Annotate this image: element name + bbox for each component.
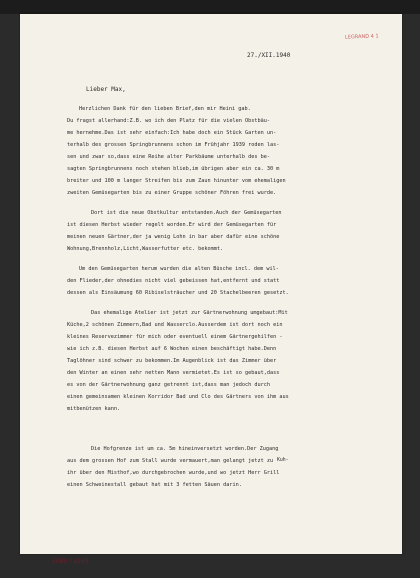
letter-date: 27./XII.1940 <box>247 52 291 59</box>
letter-line: Taglöhner sind schwer zu bekommen.Im Augenblick ist das Zimmer über <box>67 358 277 364</box>
letter-line: ist diesen Herbst wieder regelt worden.Er wird der Gemüsegarten für <box>67 222 277 228</box>
letter-line: sagten Springbrunnens noch stehen blieb,im übrigen aber ein ca. 30 m <box>67 166 280 172</box>
letter-line: Wohnung,Brennholz,Licht,Wasserfutter etc. bekommt. <box>67 246 224 252</box>
letter-line: es von der Gärtnerwohnung ganz getrennt ist,dass man jedoch durch <box>67 382 271 388</box>
letter-line: dessen als Einsäumung 60 Ribiselsträucher und 20 Stachelbeeren gesetzt. <box>67 290 289 296</box>
letter-line: den Flieder,der ohnedies nicht viel gebeissen hat,entfernt und statt <box>67 278 280 284</box>
letter-line: Küche,2 schönen Zimmern,Bad und Wasserclo.Ausserdem ist dort noch ein <box>67 322 283 328</box>
letter-line: zweiten Gemüsegarten bis zu einer Gruppe schöner Föhren frei wurde. <box>67 190 277 196</box>
letter-line: den Winter an einen sehr netten Mann vermietet.Es ist so gebaut,dass <box>67 370 280 376</box>
letter-line: me hernehme.Das ist sehr einfach:Ich habe doch ein Stück Garten un- <box>67 130 277 136</box>
letter-page <box>20 14 402 565</box>
letter-greeting: Lieber Max, <box>86 86 126 93</box>
letter-line: Um den Gemüsegarten herum wurden die alten Büsche incl. dem wil- <box>79 266 279 272</box>
letter-line: Du fragst allerhand:Z.B. wo ich den Platz für die vielen Obstbäu- <box>67 118 271 124</box>
letter-line: ihr über den Misthof,wo durchgebrochen wurde,und wo jetzt Herr Grill <box>67 470 280 476</box>
letter-line: aus dem grossen Hof zum Stall wurde vermauert,man gelangt jetzt zu <box>67 458 274 464</box>
letter-line: Das ehemalige Atelier ist jetzt zur Gärtnerwohnung umgebaut:Mit <box>91 310 288 316</box>
letter-line: Die Hofgrenze ist um ca. 5m hineinversetzt worden.Der Zugang <box>91 446 279 452</box>
interlinear-insert: Kuh- <box>277 458 289 463</box>
letter-line: breiter und 100 m langer Streifen bis zum Zaun hinunter vom ehemaligen <box>67 178 286 184</box>
letter-line: meinen neuen Gärtner,der ja wenig Lohn in bar aber dafür eine schöne <box>67 234 280 240</box>
letter-line: kleines Reservezimmer für mich oder eventuell einem Gärtnergehilfen - <box>67 334 283 340</box>
letter-line: einen Schweinestall gebaut hat mit 3 fetten Säuen darin. <box>67 482 242 488</box>
letter-line: Dort ist die neue Obstkultur entstanden.Auch der Gemüsegarten <box>91 210 282 216</box>
archive-mark-top: LEGRAND 4 1 <box>344 33 379 41</box>
archive-mark-bottom: 5080 / 3169 <box>52 558 89 565</box>
letter-line: mitbenützen kann. <box>67 406 121 412</box>
scan-border <box>0 0 420 14</box>
letter-line: wie ich z.B. diesen Herbst auf 6 Wochen einen beschäftigt habe.Denn <box>67 346 277 352</box>
letter-line: Herzlichen Dank für den lieben Brief,den mir Heini gab. <box>79 106 251 112</box>
letter-line: sen und zwar so,dass eine Reihe alter Parkbäume unterhalb des be- <box>67 154 271 160</box>
letter-line: einen gemeinsamen kleinen Korridor Bad und Clo des Gärtners von ihm aus <box>67 394 289 400</box>
letter-line: terhalb des grossen Springbrunnens schon im Frühjahr 1939 roden las- <box>67 142 280 148</box>
